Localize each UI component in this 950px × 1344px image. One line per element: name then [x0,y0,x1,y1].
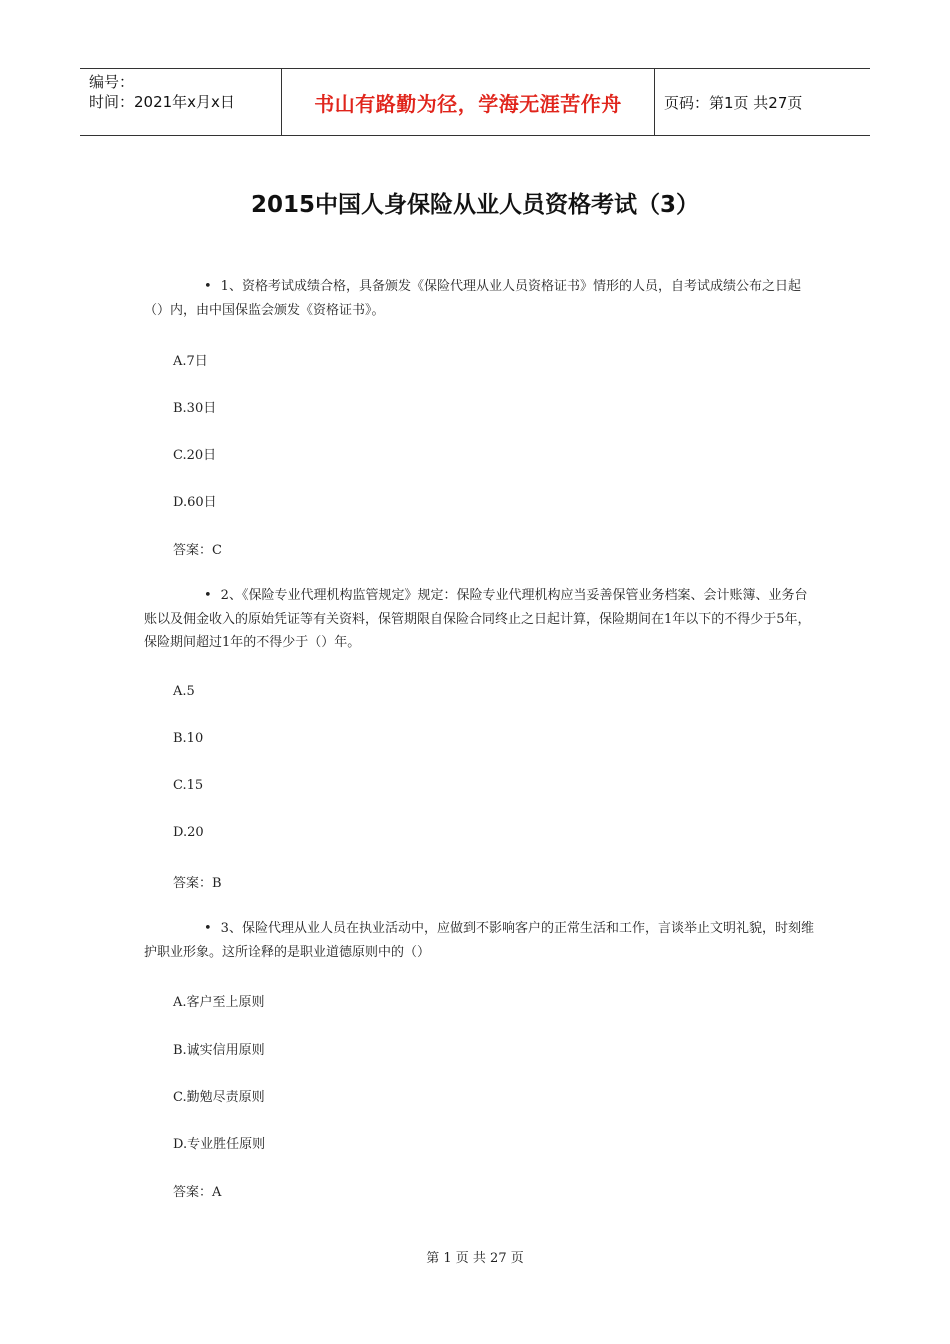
document-header [80,68,870,136]
question-1-option-d: D.60日 [173,495,217,510]
question-3-stem: • 3、保险代理从业人员在执业活动中，应做到不影响客户的正常生活和工作，言谈举止文明礼貌，时刻维护职业形象。这所诠释的是职业道德原则中的（） [144,917,814,964]
question-3-option-d: D.专业胜任原则 [173,1137,266,1152]
number-label: 编号： [89,73,135,91]
question-1-option-a: A.7日 [173,354,208,369]
question-2-option-a: A.5 [173,684,195,699]
bullet-icon: • [204,588,212,603]
question-2-option-c: C.15 [173,778,204,793]
header-motto-cell [281,69,655,135]
bullet-icon: • [204,279,212,294]
question-3-answer: 答案：A [173,1185,222,1200]
question-2-stem: • 2、《保险专业代理机构监管规定》规定：保险专业代理机构应当妥善保管业务档案、会计账簿、业务台账以及佣金收入的原始凭证等有关资料，保管期限自保险合同终止之日起计算，保险期间在1年以下的不得少于5年，保险期间超过1年的不得少于（）年。 [144,584,814,655]
time-label: 时间：2021年x月x日 [89,93,235,111]
question-3-option-b: B.诚实信用原则 [173,1043,265,1058]
question-1-option-c: C.20日 [173,448,217,463]
question-1-answer: 答案：C [173,543,222,558]
question-2-option-d: D.20 [173,825,204,840]
header-page-cell [655,69,870,135]
question-2-answer: 答案：B [173,876,222,891]
question-1-stem: • 1、资格考试成绩合格，具备颁发《保险代理从业人员资格证书》情形的人员，自考试成绩公布之日起（）内，由中国保监会颁发《资格证书》。 [144,275,814,322]
question-1-option-b: B.30日 [173,401,217,416]
page-info: 页码：第1页 共27页 [664,93,803,112]
motto: 书山有路勤为径，学海无涯苦作舟 [314,91,622,116]
header-meta-cell [80,69,281,135]
question-3-option-a: A.客户至上原则 [173,995,265,1010]
question-3-option-c: C.勤勉尽责原则 [173,1090,265,1105]
question-2-option-b: B.10 [173,731,204,746]
page-footer: 第 1 页 共 27 页 [426,1251,524,1266]
bullet-icon: • [204,921,212,936]
document-title: 2015中国人身保险从业人员资格考试（3） [250,192,700,218]
